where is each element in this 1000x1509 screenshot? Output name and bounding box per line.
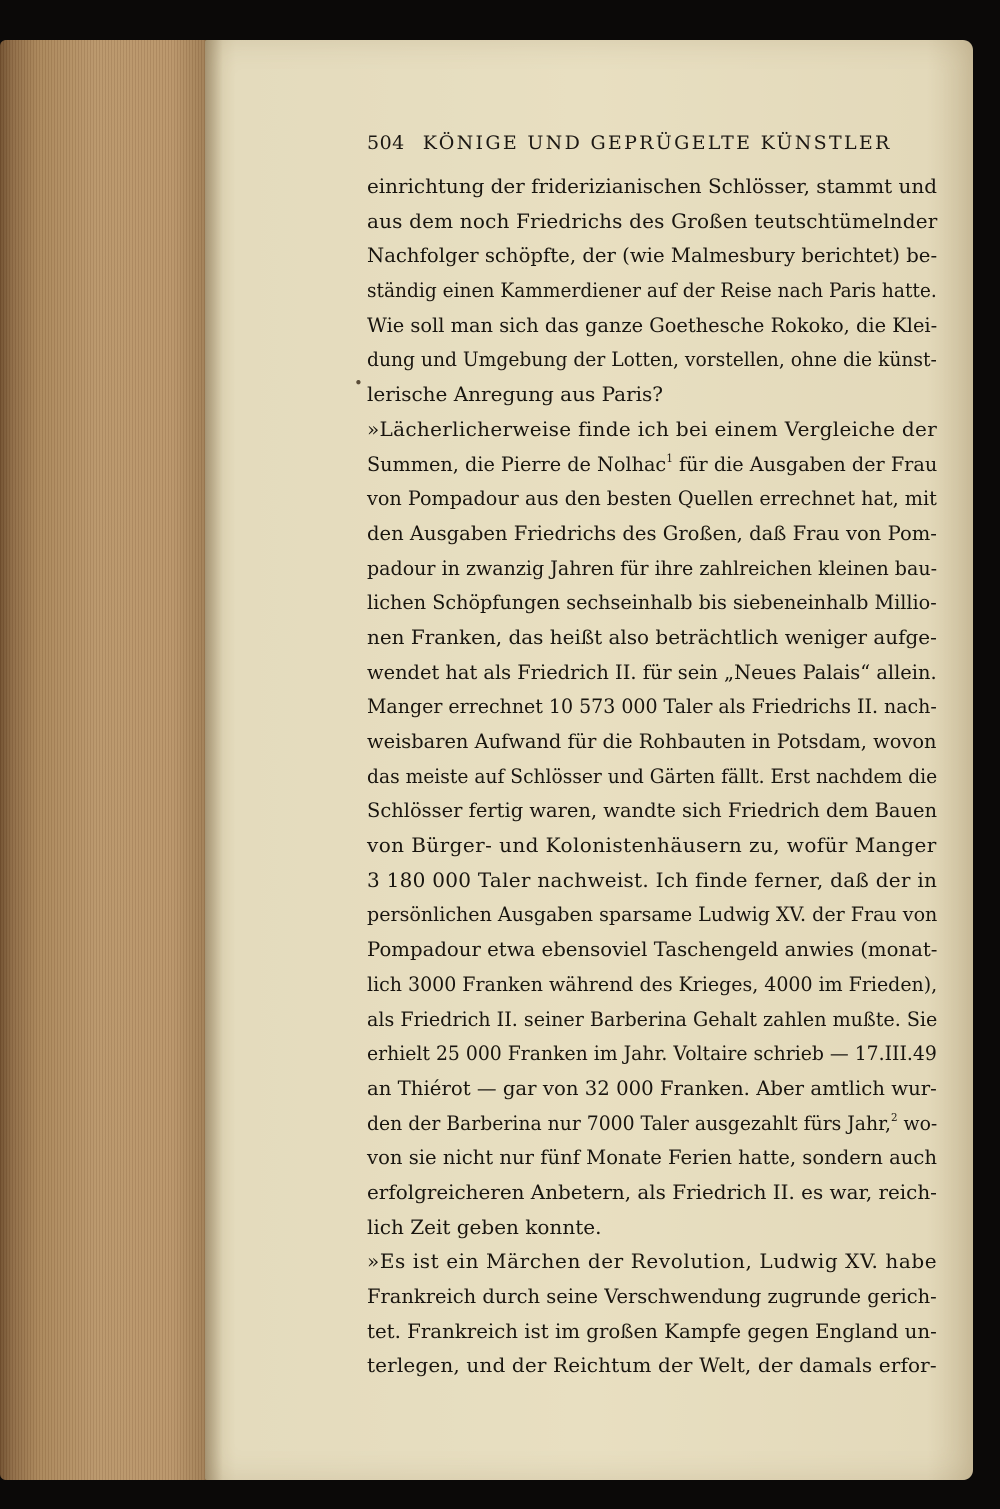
footnote-marker: 1 — [666, 451, 673, 465]
running-title: KÖNIGE UND GEPRÜGELTE KÜNSTLER — [422, 132, 892, 154]
text-line: nen Franken, das heißt also beträchtlich weniger aufge- — [367, 624, 937, 649]
text-line: ständig einen Kammerdiener auf der Reise nach Paris hatte. — [367, 278, 937, 303]
page-number: 504 — [367, 132, 405, 154]
text-line: als Friedrich II. seiner Barberina Gehalt zahlen mußte. Sie — [367, 1006, 938, 1031]
footnote-marker: 2 — [890, 1110, 898, 1124]
text-line: den Ausgaben Friedrichs des Großen, daß Frau von Pom- — [367, 520, 937, 545]
text-fragment: den der Barberina nur 7000 Taler ausgezahlt fürs Jahr, — [367, 1110, 891, 1135]
text-line: persönlichen Ausgaben sparsame Ludwig XV. der Frau von — [367, 902, 938, 927]
margin-mark: • — [354, 374, 363, 392]
text-line: von Pompadour aus den besten Quellen errechnet hat, mit — [367, 486, 937, 511]
page-stack-edge — [0, 40, 215, 1480]
text-line: »Es ist ein Märchen der Revolution, Ludwig XV. habe — [367, 1249, 938, 1274]
text-line: erfolgreicheren Anbetern, als Friedrich II. es war, reich- — [367, 1179, 937, 1204]
text-line: dung und Umgebung der Lotten, vorstellen, ohne die künst- — [367, 347, 937, 372]
text-line: Nachfolger schöpfte, der (wie Malmesbury berichtet) be- — [367, 243, 938, 268]
text-line: von Bürger- und Kolonistenhäusern zu, wofür Manger — [367, 833, 937, 858]
running-header — [367, 132, 897, 154]
text-line: erhielt 25 000 Franken im Jahr. Voltaire schrieb — 17.III.49 — [367, 1041, 937, 1066]
text-line: Frankreich durch seine Verschwendung zugrunde gerich- — [367, 1284, 937, 1308]
text-line: wendet hat als Friedrich II. für sein „Neues Palais“ allein. — [367, 659, 937, 684]
text-line: tet. Frankreich ist im großen Kampfe gegen England un- — [367, 1318, 937, 1343]
text-line: lich 3000 Franken während des Krieges, 4000 im Frieden), — [367, 971, 938, 996]
text-line: Manger errechnet 10 573 000 Taler als Friedrichs II. nach- — [367, 694, 937, 719]
text-line: lichen Schöpfungen sechseinhalb bis siebeneinhalb Millio- — [367, 590, 937, 615]
text-line: Wie soll man sich das ganze Goethesche Rokoko, die Klei- — [367, 312, 938, 337]
text-line: lich Zeit geben konnte. — [367, 1214, 602, 1239]
page-body-text — [367, 169, 937, 1383]
text-fragment: wo- — [897, 1110, 938, 1135]
text-fragment: Summen, die Pierre de Nolhac — [367, 451, 667, 476]
text-line-with-footnote — [367, 1106, 938, 1141]
text-line: aus dem noch Friedrichs des Großen teutschtümelnder — [367, 208, 938, 233]
gutter-shadow — [205, 40, 223, 1480]
text-line: lerische Anregung aus Paris? — [367, 382, 664, 407]
text-line: Pompadour etwa ebensoviel Taschengeld anwies (monat- — [367, 937, 938, 962]
text-line: einrichtung der friderizianischen Schlösser, stammt und — [367, 174, 937, 198]
text-fragment: für die Ausgaben der Frau — [672, 451, 938, 476]
text-line: padour in zwanzig Jahren für ihre zahlreichen kleinen bau- — [367, 555, 938, 580]
text-line: »Lächerlicherweise finde ich bei einem Vergleiche der — [367, 416, 938, 441]
text-line: weisbaren Aufwand für die Rohbauten in Potsdam, wovon — [367, 729, 937, 753]
text-line-with-footnote — [367, 447, 938, 482]
text-line: von sie nicht nur fünf Monate Ferien hatte, sondern auch — [367, 1145, 937, 1170]
text-line: an Thiérot — gar von 32 000 Franken. Aber amtlich wur- — [367, 1075, 937, 1100]
text-line: Schlösser fertig waren, wandte sich Friedrich dem Bauen — [367, 798, 938, 823]
text-line: 3 180 000 Taler nachweist. Ich finde ferner, daß der in — [367, 867, 938, 892]
text-line: das meiste auf Schlösser und Gärten fällt. Erst nachdem die — [367, 763, 938, 788]
text-line: terlegen, und der Reichtum der Welt, der damals erfor- — [367, 1353, 937, 1378]
